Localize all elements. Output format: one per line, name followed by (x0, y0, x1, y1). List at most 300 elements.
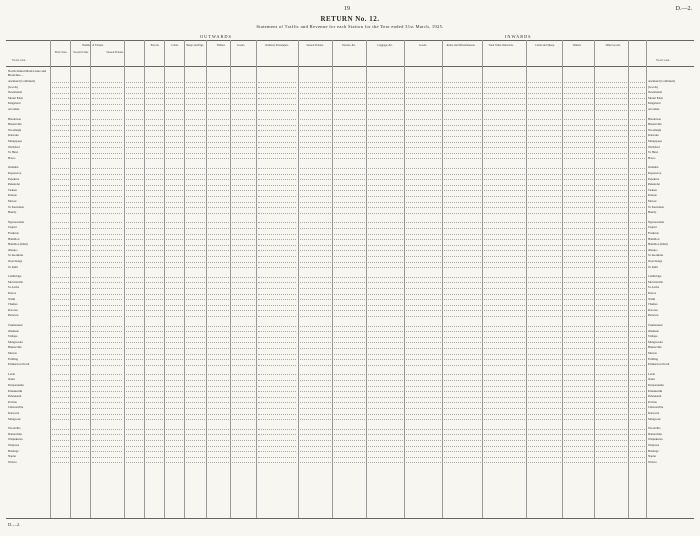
figure-cell (596, 285, 627, 289)
figure-cell (564, 248, 593, 252)
figure-cell (300, 432, 331, 436)
figure-cell (528, 248, 561, 252)
station-name-right: Frankton (648, 231, 659, 235)
figure-cell (444, 85, 481, 89)
figure-cell (484, 405, 525, 409)
figure-cell (208, 205, 229, 209)
figure-cell (368, 334, 403, 338)
figure-cell (630, 411, 645, 415)
figure-cell (126, 231, 143, 235)
figure-cell (596, 165, 627, 169)
figure-cell (596, 274, 627, 278)
figure-cell (368, 291, 403, 295)
figure-cell (368, 329, 403, 333)
figure-cell (232, 308, 255, 312)
col-rule (628, 40, 629, 518)
figure-cell (564, 394, 593, 398)
figure-cell (444, 308, 481, 312)
figure-cell (564, 329, 593, 333)
figure-cell (368, 205, 403, 209)
figure-cell (92, 454, 122, 458)
figure-cell (596, 426, 627, 430)
figure-cell (484, 285, 525, 289)
figure-cell (126, 150, 143, 154)
figure-cell (208, 357, 229, 361)
figure-cell (92, 394, 122, 398)
figure-cell (334, 205, 365, 209)
figure-cell (528, 334, 561, 338)
figure-cell (258, 150, 296, 154)
figure-cell (208, 351, 229, 355)
figure-cell (630, 128, 645, 132)
figure-cell (368, 460, 403, 464)
figure-cell (484, 400, 525, 404)
station-name: Ohakune (8, 328, 19, 333)
figure-cell (630, 357, 645, 361)
figure-cell (232, 205, 255, 209)
table-row (6, 259, 694, 263)
figure-cell (186, 417, 205, 421)
figure-cell (72, 165, 89, 169)
figure-cell (166, 231, 183, 235)
figure-cell (146, 400, 163, 404)
figure-cell (232, 139, 255, 143)
figure-cell (52, 210, 69, 214)
figure-cell (564, 231, 593, 235)
figure-cell (528, 357, 561, 361)
figure-cell (596, 210, 627, 214)
figure-cell (484, 150, 525, 154)
figure-cell (368, 107, 403, 111)
figure-cell (334, 323, 365, 327)
figure-cell (528, 426, 561, 430)
table-row (6, 101, 694, 105)
figure-cell (146, 156, 163, 160)
station-name: Woodleigh (8, 127, 22, 132)
figure-cell (92, 274, 122, 278)
figure-cell (126, 122, 143, 126)
figure-cell (596, 329, 627, 333)
figure-cell (72, 193, 89, 197)
figure-cell (232, 96, 255, 100)
figure-cell (72, 242, 89, 246)
figure-cell (232, 460, 255, 464)
figure-cell (484, 145, 525, 149)
figure-cell (334, 139, 365, 143)
figure-cell (300, 372, 331, 376)
figure-cell (444, 405, 481, 409)
figure-cell (52, 150, 69, 154)
figure-cell (528, 96, 561, 100)
figure-cell (166, 302, 183, 306)
figure-cell (126, 242, 143, 246)
figure-cell (258, 210, 296, 214)
figure-cell (484, 377, 525, 381)
table-row (6, 454, 694, 458)
figure-cell (630, 432, 645, 436)
figure-cell (406, 285, 441, 289)
station-name-right: Mangapapa (648, 139, 662, 143)
table-row (6, 394, 694, 398)
figure-cell (92, 417, 122, 421)
station-name: Thames (8, 302, 18, 307)
figure-cell (596, 150, 627, 154)
figure-cell (630, 210, 645, 214)
figure-cell (564, 405, 593, 409)
figure-cell (72, 225, 89, 229)
figure-cell (92, 242, 122, 246)
figure-cell (596, 225, 627, 229)
figure-cell (564, 340, 593, 344)
station-name: Taihape (8, 334, 18, 339)
figure-cell (484, 297, 525, 301)
figure-cell (186, 220, 205, 224)
figure-cell (406, 225, 441, 229)
figure-cell (528, 291, 561, 295)
figure-cell (528, 145, 561, 149)
figure-cell (166, 372, 183, 376)
figure-cell (596, 291, 627, 295)
station-name: Paeroa (8, 291, 17, 295)
figure-cell (444, 265, 481, 269)
figure-cell (72, 237, 89, 241)
figure-cell (72, 454, 89, 458)
figure-cell (596, 253, 627, 257)
figure-cell (92, 437, 122, 441)
figure-cell (258, 259, 296, 263)
figure-cell (258, 340, 296, 344)
figure-cell (368, 372, 403, 376)
figure-cell (444, 242, 481, 246)
figure-cell (368, 383, 403, 387)
figure-cell (208, 259, 229, 263)
figure-cell (300, 145, 331, 149)
figure-cell (406, 139, 441, 143)
figure-cell (596, 237, 627, 241)
figure-cell (186, 274, 205, 278)
figure-cell (72, 389, 89, 393)
figure-cell (406, 389, 441, 393)
figure-cell (146, 182, 163, 186)
figure-cell (630, 117, 645, 121)
figure-cell (186, 205, 205, 209)
figure-cell (72, 280, 89, 284)
station-name: Hunterville (8, 345, 22, 350)
figure-cell (52, 128, 69, 132)
figure-cell (564, 297, 593, 301)
figure-cell (444, 313, 481, 317)
figure-cell (406, 323, 441, 327)
col-rule (298, 40, 299, 518)
figure-cell (52, 117, 69, 121)
col-rule (526, 40, 527, 518)
figure-cell (258, 389, 296, 393)
station-name: Frankton (8, 231, 19, 235)
figure-cell (300, 253, 331, 257)
figure-cell (564, 237, 593, 241)
figure-cell (92, 280, 122, 284)
col-rule (332, 40, 333, 518)
figure-cell (146, 171, 163, 175)
figure-cell (630, 323, 645, 327)
figure-cell (186, 265, 205, 269)
figure-cell (596, 193, 627, 197)
figure-cell (484, 253, 525, 257)
figure-cell (630, 372, 645, 376)
figure-cell (166, 449, 183, 453)
station-name-right: Cambridge (648, 274, 662, 279)
figure-cell (484, 372, 525, 376)
station-name: Waipukurau (8, 437, 23, 442)
figure-cell (444, 122, 481, 126)
station-name-right: Rotorua (648, 307, 658, 312)
station-name-right: Woodleigh (648, 127, 662, 132)
figure-cell (334, 210, 365, 214)
figure-cell (564, 291, 593, 295)
figure-cell (52, 417, 69, 421)
figure-cell (300, 128, 331, 132)
figure-cell (186, 150, 205, 154)
figure-cell (444, 432, 481, 436)
figure-cell (92, 362, 122, 366)
figure-cell (186, 345, 205, 349)
table-row (6, 340, 694, 344)
figure-cell (52, 345, 69, 349)
table-row (6, 351, 694, 355)
figure-cell (72, 205, 89, 209)
figure-cell (334, 128, 365, 132)
figure-cell (208, 334, 229, 338)
figure-cell (186, 139, 205, 143)
figure-cell (72, 231, 89, 235)
table-bottom-rule (6, 518, 694, 519)
figure-cell (406, 145, 441, 149)
figure-cell (630, 460, 645, 464)
figure-cell (232, 372, 255, 376)
figure-cell (126, 334, 143, 338)
figure-cell (528, 199, 561, 203)
col-rule (562, 40, 563, 518)
figure-cell (484, 79, 525, 83)
figure-cell (368, 274, 403, 278)
figure-cell (334, 253, 365, 257)
figure-cell (126, 426, 143, 430)
figure-cell (528, 437, 561, 441)
figure-cell (146, 259, 163, 263)
figure-cell (368, 193, 403, 197)
figure-cell (528, 377, 561, 381)
station-name: Waipawa (8, 443, 20, 447)
figure-cell (596, 351, 627, 355)
figure-cell (166, 248, 183, 252)
figure-cell (92, 443, 122, 447)
figure-cell (630, 182, 645, 186)
figure-cell (564, 432, 593, 436)
figure-cell (528, 205, 561, 209)
figure-cell (564, 454, 593, 458)
station-name-right: Mount Eden (648, 95, 663, 100)
figure-cell (596, 90, 627, 94)
figure-cell (630, 150, 645, 154)
page-footer-code: D.—2. (8, 522, 21, 527)
figure-cell (258, 220, 296, 224)
figure-cell (166, 145, 183, 149)
figure-cell (528, 90, 561, 94)
figure-cell (166, 426, 183, 430)
figure-cell (208, 248, 229, 252)
figure-cell (300, 79, 331, 83)
table-row (6, 133, 694, 137)
figure-cell (126, 128, 143, 132)
figure-cell (52, 329, 69, 333)
figure-cell (92, 308, 122, 312)
figure-cell (406, 79, 441, 83)
figure-cell (126, 165, 143, 169)
figure-cell (444, 193, 481, 197)
figure-cell (72, 171, 89, 175)
figure-cell (186, 313, 205, 317)
figure-cell (52, 101, 69, 105)
station-name: Wairoa (8, 459, 17, 464)
figure-cell (484, 454, 525, 458)
station-name: Huntly (8, 210, 17, 215)
figure-cell (166, 400, 183, 404)
station-name: Putaruru (8, 313, 19, 318)
figure-cell (258, 248, 296, 252)
station-name-right: Palmerston North (648, 362, 670, 367)
table-row (6, 426, 694, 430)
figure-cell (596, 145, 627, 149)
figure-cell (186, 285, 205, 289)
figure-cell (52, 460, 69, 464)
figure-cell (146, 291, 163, 295)
station-name-right: Hamilton (648, 236, 660, 241)
figure-cell (630, 253, 645, 257)
col-rule (124, 40, 125, 518)
figure-cell (596, 460, 627, 464)
figure-cell (484, 432, 525, 436)
figure-cell (186, 389, 205, 393)
figure-cell (444, 248, 481, 252)
table-row (6, 334, 694, 338)
figure-cell (334, 372, 365, 376)
figure-cell (186, 411, 205, 415)
figure-cell (232, 334, 255, 338)
figure-cell (596, 340, 627, 344)
figure-cell (368, 362, 403, 366)
figure-cell (334, 443, 365, 447)
station-name-right: Otorohanga (648, 259, 663, 263)
figure-cell (334, 400, 365, 404)
figure-cell (300, 377, 331, 381)
figure-cell (564, 205, 593, 209)
station-name-right: Mangaweka (648, 339, 663, 344)
figure-cell (484, 351, 525, 355)
figure-cell (630, 274, 645, 278)
figure-cell (92, 323, 122, 327)
figure-cell (126, 308, 143, 312)
figure-cell (126, 460, 143, 464)
figure-cell (300, 394, 331, 398)
figure-cell (92, 259, 122, 263)
figure-cell (186, 291, 205, 295)
figure-cell (126, 274, 143, 278)
figure-cell (146, 210, 163, 214)
figure-cell (232, 454, 255, 458)
figure-cell (528, 85, 561, 89)
figure-cell (146, 177, 163, 181)
figure-cell (208, 96, 229, 100)
figure-cell (92, 432, 122, 436)
figure-cell (166, 253, 183, 257)
figure-cell (334, 117, 365, 121)
table-row (6, 193, 694, 197)
tickets-col-header: Number of Tickets. (82, 44, 104, 47)
station-name: Auckland (Combined) (8, 79, 35, 83)
figure-cell (72, 411, 89, 415)
table-row (6, 297, 694, 301)
figure-cell (146, 237, 163, 241)
figure-cell (208, 220, 229, 224)
figure-cell (406, 334, 441, 338)
table-row (6, 182, 694, 186)
station-name-right: Kaiwaka (648, 133, 659, 138)
figure-cell (300, 460, 331, 464)
figure-cell (126, 405, 143, 409)
figure-cell (126, 280, 143, 284)
figure-cell (300, 443, 331, 447)
figure-cell (208, 437, 229, 441)
figure-cell (186, 357, 205, 361)
figure-cell (444, 340, 481, 344)
figure-cell (208, 90, 229, 94)
figure-cell (630, 107, 645, 111)
figure-cell (166, 297, 183, 301)
figure-cell (126, 205, 143, 209)
figure-cell (92, 248, 122, 252)
figure-cell (630, 308, 645, 312)
figure-cell (72, 432, 89, 436)
figure-cell (630, 205, 645, 209)
figure-cell (52, 362, 69, 366)
figure-cell (300, 117, 331, 121)
figure-cell (300, 308, 331, 312)
figure-cell (92, 389, 122, 393)
figure-cell (92, 383, 122, 387)
figure-cell (300, 156, 331, 160)
station-name: Pahautanui (8, 394, 22, 399)
figure-cell (528, 165, 561, 169)
table-row (6, 237, 694, 241)
figure-cell (126, 297, 143, 301)
figure-cell (52, 188, 69, 192)
figure-cell (334, 302, 365, 306)
figure-cell (630, 400, 645, 404)
figure-cell (166, 139, 183, 143)
figure-cell (72, 79, 89, 83)
figure-cell (92, 128, 122, 132)
figure-cell (484, 426, 525, 430)
station-name-right: Wellsford (648, 144, 660, 149)
figure-cell (334, 145, 365, 149)
figure-cell (564, 274, 593, 278)
figure-cell (630, 259, 645, 263)
figure-cell (208, 443, 229, 447)
figure-cell (596, 259, 627, 263)
figure-cell (258, 85, 296, 89)
figure-cell (406, 165, 441, 169)
figure-cell (126, 90, 143, 94)
